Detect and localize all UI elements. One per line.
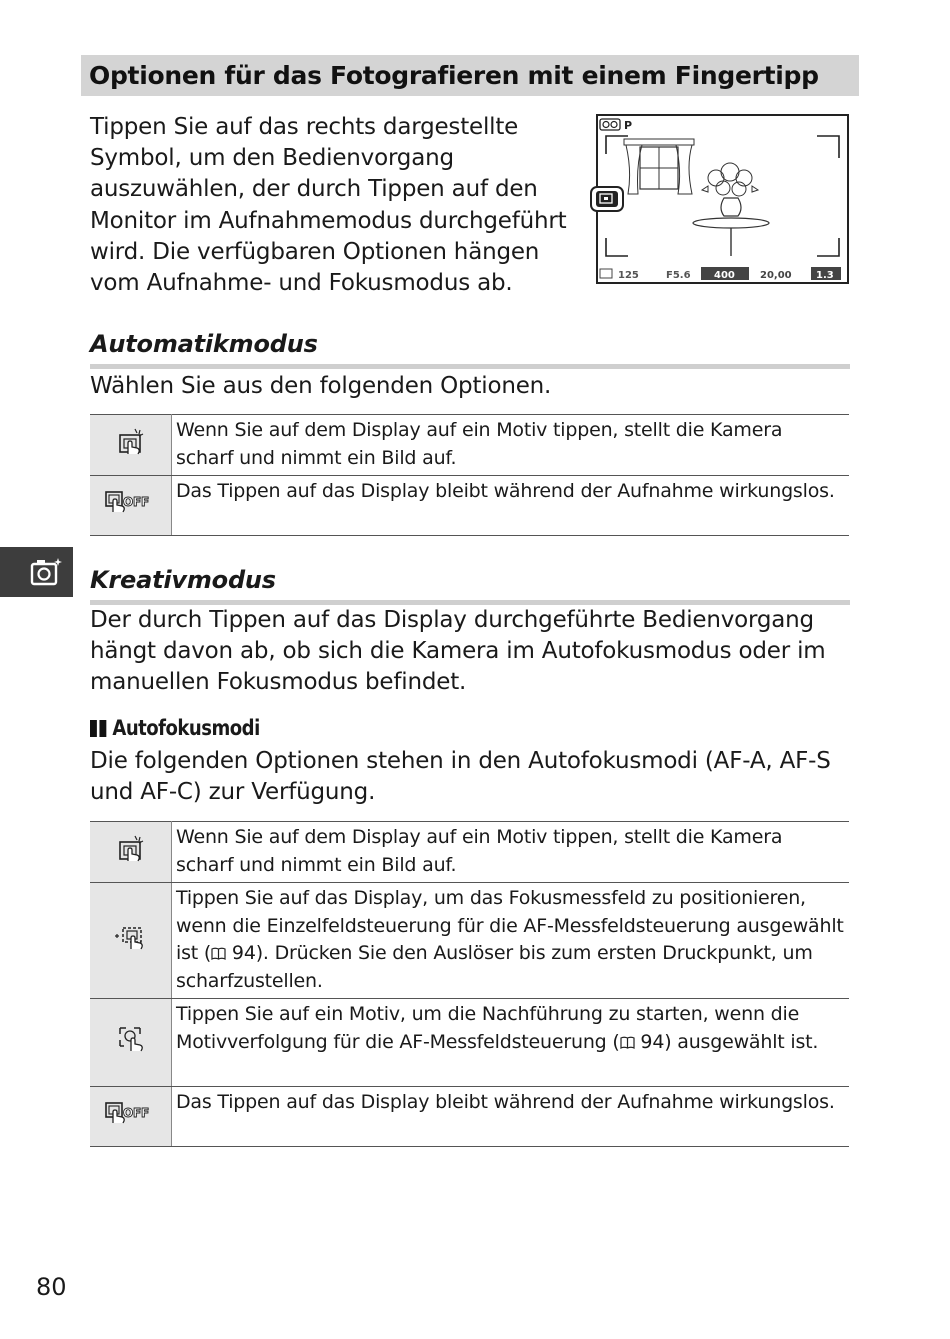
auto-lead: Wählen Sie aus den folgenden Optionen. <box>90 373 552 399</box>
table-row <box>90 883 849 999</box>
table-row <box>90 415 849 476</box>
auto-options-table <box>90 414 849 536</box>
option-description <box>172 883 850 999</box>
page-title <box>81 55 859 96</box>
icon-cell <box>90 1087 172 1147</box>
option-description: Das Tippen auf das Display bleibt während der Aufnahme wirkungslos. <box>172 1087 850 1147</box>
shutter-value: 125 <box>618 270 639 281</box>
table-row <box>90 476 849 536</box>
off-label: OFF <box>122 495 149 510</box>
subsection-heading-af <box>90 716 260 740</box>
subsection-heading-text: Autofokusmodi <box>112 716 260 740</box>
touch-shutter-icon <box>116 834 146 862</box>
remaining-value: 20,00 <box>760 270 792 281</box>
option-text: Tippen Sie auf ein Motiv, um die Nachführung zu starten, wenn die Motivverfolgung für die AF-Messfeldsteuerung ( 94) ausgewählt ist. <box>176 1003 819 1053</box>
touch-shutter-callout-icon <box>590 186 624 212</box>
option-text: Tippen Sie auf das Display, um das Fokusmessfeld zu positionieren, wenn die Einzelfeldsteuerung für die AF-Messfeldsteuerung ausgewählt ist ( 94). Drücken Sie den Auslöser bis zum ersten Druckpunkt, um scharfzustellen. <box>176 887 844 992</box>
section-heading-creative: Kreativmodus <box>90 566 850 605</box>
creative-lead: Der durch Tippen auf das Display durchgeführte Bedienvorgang hängt davon ab, ob sich die Kamera im Autofokusmodus oder im manuellen Fokusmodus befindet. <box>90 607 826 696</box>
icon-cell <box>90 822 172 883</box>
option-description: Wenn Sie auf dem Display auf ein Motiv tippen, stellt die Kamera scharf und nimmt ein Bild auf. <box>172 822 850 883</box>
mode-label: P <box>624 119 633 132</box>
size-value: 1.3 <box>816 270 834 281</box>
touch-off-icon <box>104 489 158 513</box>
af-options-table <box>90 821 849 1147</box>
table-row <box>90 1087 849 1147</box>
touch-shutter-icon <box>116 427 146 455</box>
touch-off-icon <box>104 1100 158 1124</box>
page-number: 80 <box>36 1273 67 1301</box>
book-reference-icon <box>620 1030 635 1043</box>
icon-cell <box>90 476 172 536</box>
monitor-screen <box>598 116 847 282</box>
touch-tracking-icon <box>114 1024 148 1052</box>
monitor-illustration <box>596 114 849 284</box>
iso-value: 400 <box>714 270 735 281</box>
touch-af-point-icon <box>113 922 149 950</box>
page-title-text: Optionen für das Fotografieren mit einem Fingertipp <box>89 61 819 90</box>
section-heading-auto: Automatikmodus <box>90 330 850 369</box>
icon-cell <box>90 999 172 1087</box>
camera-icon <box>30 556 64 588</box>
intro-paragraph: Tippen Sie auf das rechts dargestellte Symbol, um den Bedienvorgang auszuwählen, der durch Tippen auf den Monitor im Aufnahmemodus durchgeführt wird. Die verfügbaren Optionen hängen vom Aufnahme- und Fokusmodus ab. <box>90 114 567 297</box>
option-description: Wenn Sie auf dem Display auf ein Motiv tippen, stellt die Kamera scharf und nimmt ein Bild auf. <box>172 415 850 476</box>
window-drawing <box>624 139 694 194</box>
table-row <box>90 999 849 1087</box>
book-reference-icon <box>211 941 226 954</box>
icon-cell <box>90 415 172 476</box>
chapter-tab <box>0 547 73 597</box>
aperture-value: F5.6 <box>666 270 691 281</box>
off-label: OFF <box>122 1106 149 1121</box>
icon-cell <box>90 883 172 999</box>
option-description: Das Tippen auf das Display bleibt während der Aufnahme wirkungslos. <box>172 476 850 536</box>
option-description <box>172 999 850 1087</box>
flower-vase-drawing <box>693 163 769 256</box>
af-lead: Die folgenden Optionen stehen in den Autofokusmodi (AF-A, AF-S und AF-C) zur Verfügung. <box>90 748 831 806</box>
table-row <box>90 822 849 883</box>
